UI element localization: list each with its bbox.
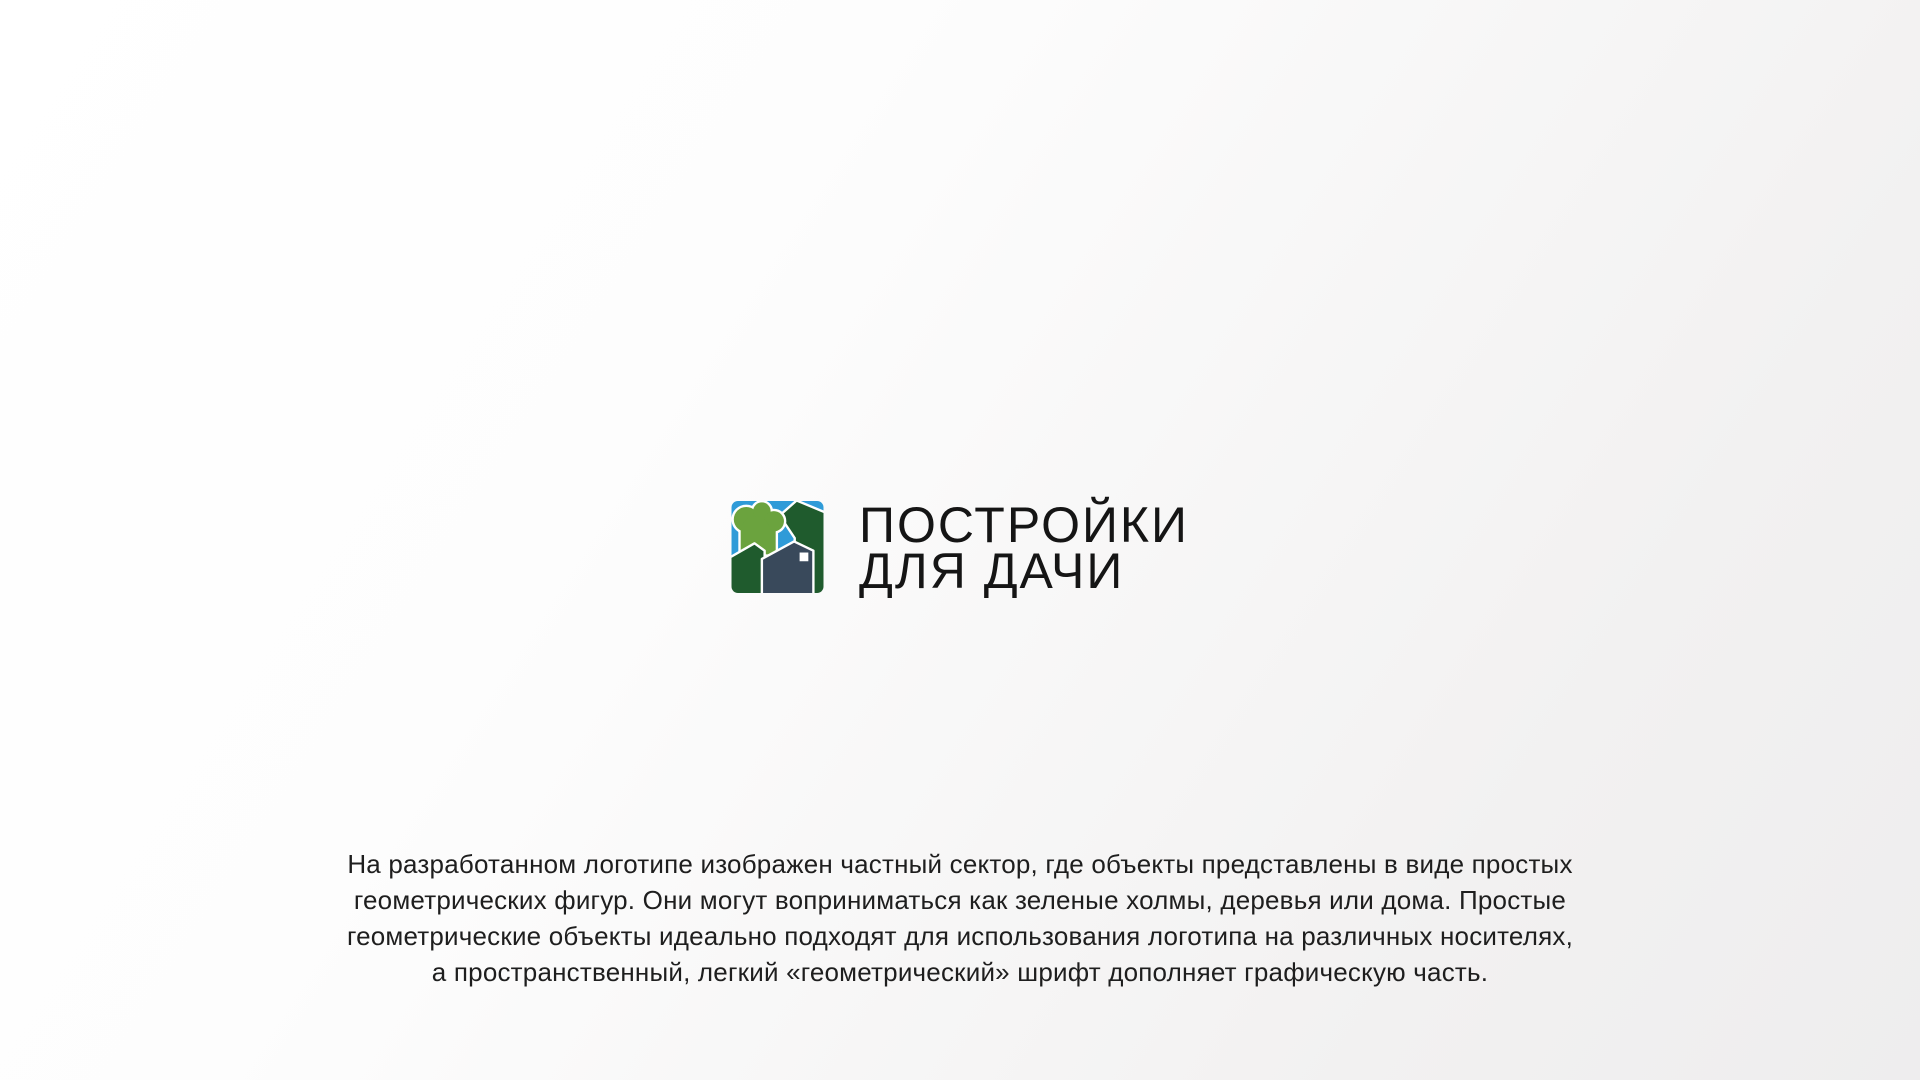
dacha-logo-icon: [731, 501, 824, 593]
description-line: На разработанном логотипе изображен частный сектор, где объекты представлены в виде простых: [347, 849, 1573, 879]
logo-wordmark-line2: ДЛЯ ДАЧИ: [859, 543, 1125, 599]
description-line: геометрические объекты идеально подходят для использования логотипа на различных носителях,: [346, 921, 1574, 951]
logo-description: [0, 846, 1920, 990]
description-line: а пространственный, легкий «геометрический» шрифт дополняет графическую часть.: [431, 957, 1489, 987]
logo-wordmark-line1: ПОСТРОЙКИ: [859, 497, 1189, 553]
description-line: геометрических фигур. Они могут воприниматься как зеленые холмы, деревья или дома. Простые: [353, 885, 1567, 915]
logo-wordmark: [859, 497, 1189, 599]
logo-lockup: [731, 497, 1189, 599]
window-shape: [800, 553, 809, 562]
